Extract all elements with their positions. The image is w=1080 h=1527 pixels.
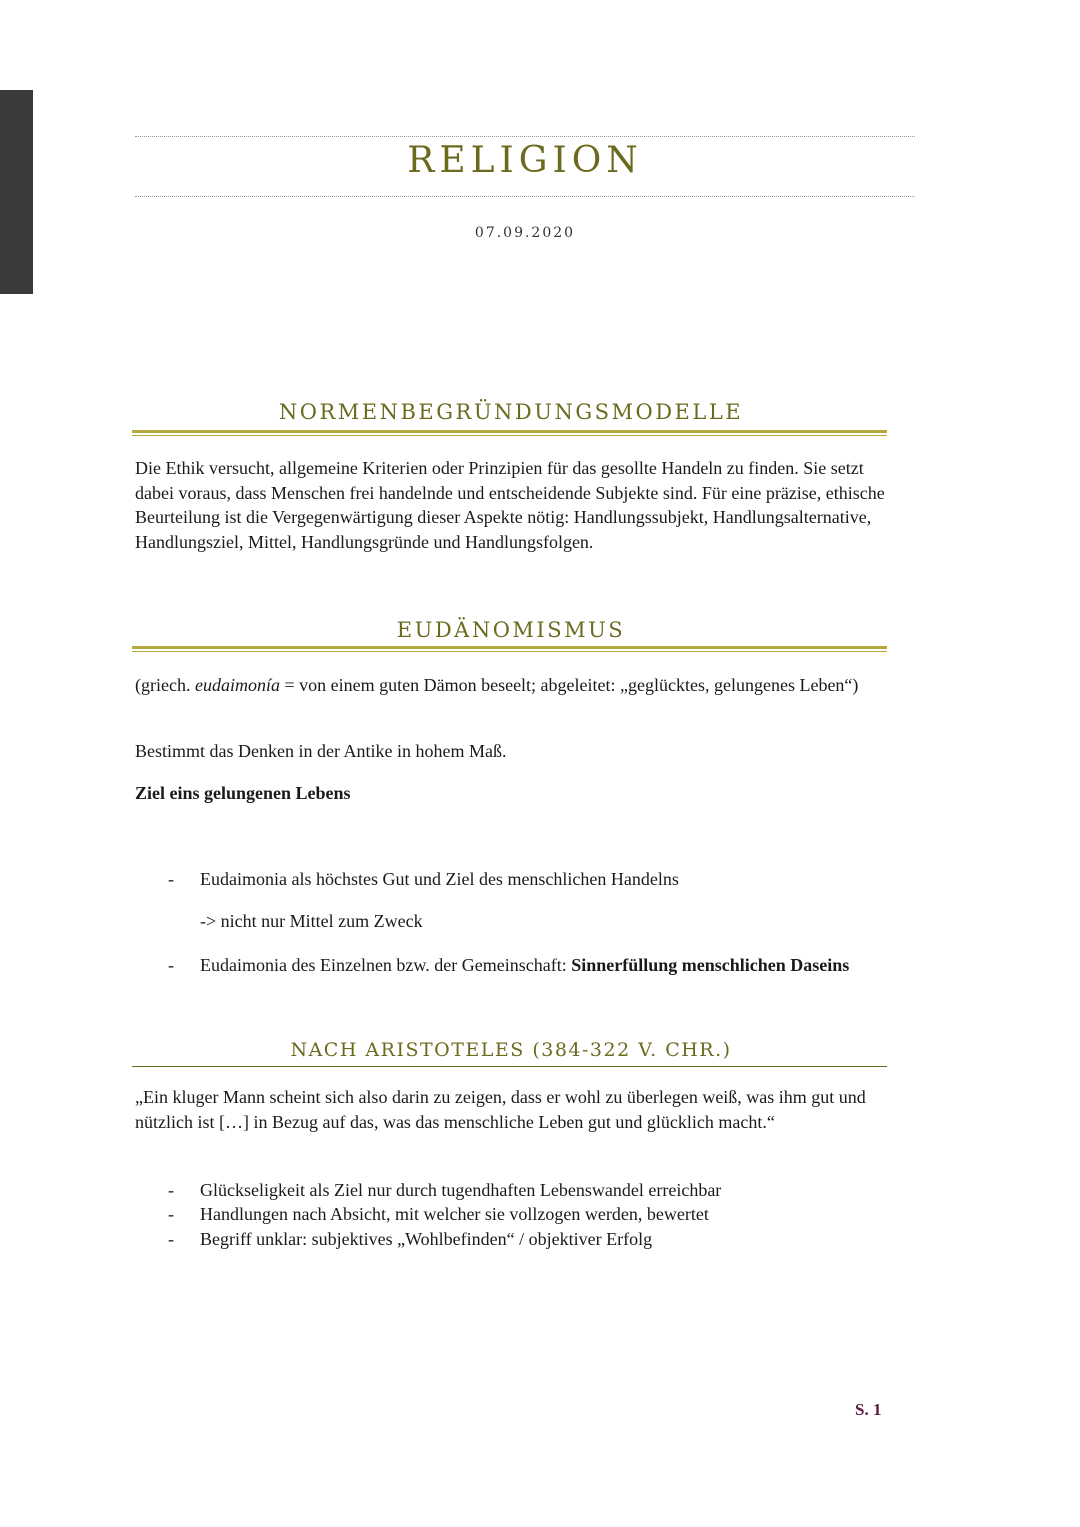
- bold-subheading: Ziel eins gelungenen Lebens: [135, 783, 351, 803]
- subheading-rule: [132, 1066, 887, 1067]
- antike-paragraph: Bestimmt das Denken in der Antike in hohem Maß.: [135, 741, 507, 761]
- bullet-subtext: -> nicht nur Mittel zum Zweck: [200, 911, 423, 931]
- heading-normenbegruendungsmodelle: NORMENBEGRÜNDUNGSMODELLE: [278, 400, 744, 424]
- bullet-text-plain: Eudaimonia des Einzelnen bzw. der Gemeinschaft:: [200, 955, 572, 975]
- bullet-text-bold: Sinnerfüllung menschlichen Daseins: [571, 955, 850, 975]
- heading-rule: [132, 430, 887, 436]
- etymology-term: eudaimonía: [194, 675, 280, 695]
- bullet-text: Begriff unklar: subjektives „Wohlbefinden“ / objektiver Erfolg: [200, 1229, 653, 1249]
- heading-rule: [132, 646, 887, 652]
- bullet-dash: -: [168, 1204, 174, 1224]
- bullet-dash: -: [168, 1229, 174, 1249]
- title-top-rule: [135, 136, 915, 137]
- etymology-paragraph: [135, 673, 895, 698]
- bullet-text: Handlungen nach Absicht, mit welcher sie vollzogen werden, bewertet: [200, 1204, 709, 1224]
- bullet-text: Eudaimonia als höchstes Gut und Ziel des menschlichen Handelns: [200, 869, 679, 889]
- document-title: RELIGION: [407, 140, 643, 181]
- aristoteles-quote: „Ein kluger Mann scheint sich also darin zu zeigen, dass er wohl zu überlegen weiß, was ihm gut und nützlich ist […] in Bezug auf das, was das menschliche Leben gut und glücklich macht.“: [135, 1087, 866, 1132]
- title-bottom-rule: [135, 196, 915, 197]
- etymology-rest: = von einem guten Dämon beseelt; abgeleitet: „geglücktes, gelungenes Leben“): [279, 675, 859, 695]
- bullet-dash: -: [168, 1180, 174, 1200]
- side-tab-marker: [0, 90, 33, 294]
- document-date: 07.09.2020: [474, 225, 576, 241]
- bullet-text: [200, 953, 850, 978]
- heading-aristoteles: NACH ARISTOTELES (384-322 V. CHR.): [290, 1039, 732, 1061]
- etymology-prefix: (griech.: [135, 675, 195, 695]
- bullet-dash: -: [168, 955, 174, 975]
- intro-paragraph: Die Ethik versucht, allgemeine Kriterien oder Prinzipien für das gesollte Handeln zu finden. Sie setzt dabei voraus, dass Menschen frei handelnde und entscheidende Subjekte sind. Für eine präzise, ethische Beurteilung ist die Vergegenwärtigung dieser Aspekte nötig: Handlungssubjekt, Handlungsalternative, Handlungsziel, Mittel, Handlungsgründe und Handlungsfolgen.: [135, 458, 885, 552]
- bullet-dash: -: [168, 869, 174, 889]
- heading-eudaemonismus: EUDÄNOMISMUS: [396, 618, 626, 642]
- page-number: S. 1: [855, 1400, 882, 1419]
- bullet-text: Glückseligkeit als Ziel nur durch tugendhaften Lebenswandel erreichbar: [200, 1180, 722, 1200]
